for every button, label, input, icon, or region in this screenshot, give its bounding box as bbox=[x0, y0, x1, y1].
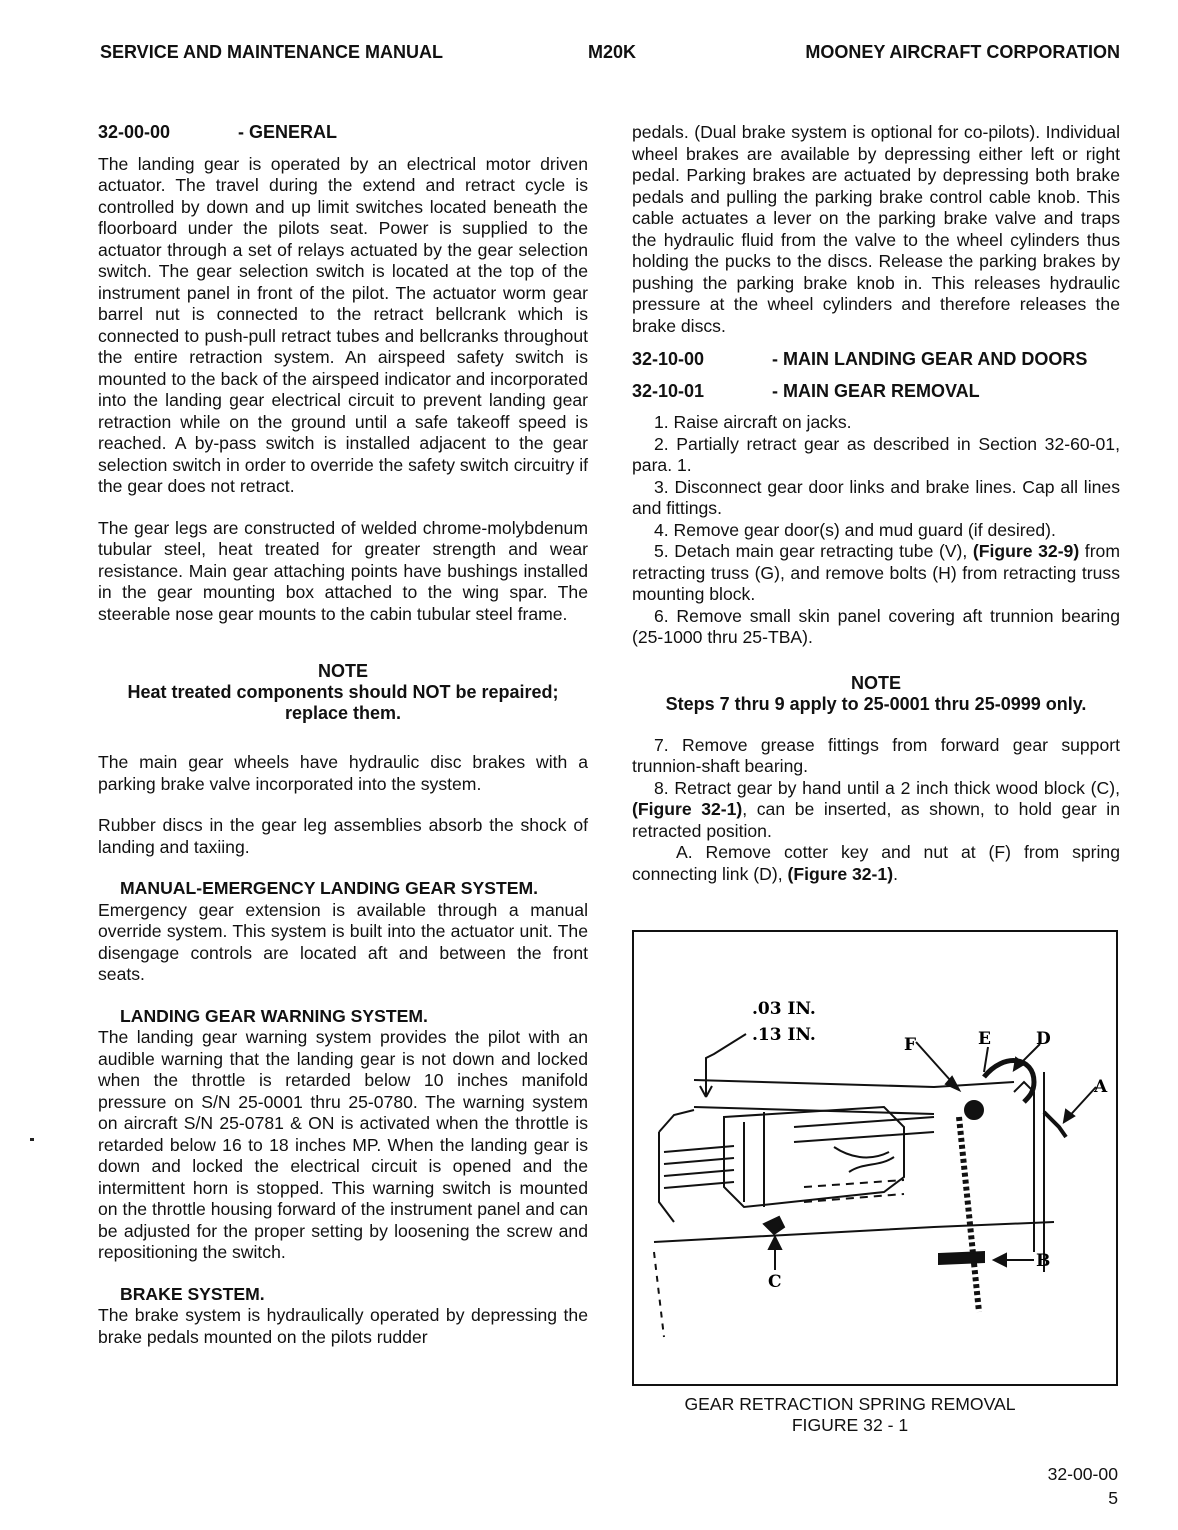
brake-system-paragraph: The brake system is hydraulically operated by depressing the brake pedals mounted on the pilots rudder bbox=[98, 1305, 588, 1347]
note-text: Heat treated components should NOT be repaired; replace them. bbox=[127, 682, 559, 723]
wood-block bbox=[764, 1217, 784, 1234]
linkage-curve bbox=[849, 1157, 894, 1172]
gear-spring-illustration bbox=[634, 932, 1116, 1384]
page-footer bbox=[1048, 1462, 1118, 1510]
step-8a-text-rest: . bbox=[893, 863, 898, 884]
figure-32-1 bbox=[632, 930, 1118, 1386]
dimension-label-03: .03 IN. bbox=[752, 999, 816, 1019]
step-8-text: 8. Retract gear by hand until a 2 inch thick wood block (C), bbox=[654, 777, 1120, 798]
note-title: NOTE bbox=[317, 661, 368, 681]
label-a: A bbox=[1094, 1077, 1108, 1097]
section-number: 32-00-00 bbox=[98, 122, 171, 142]
step-3: 3. Disconnect gear door links and brake lines. Cap all lines and fittings. bbox=[632, 476, 1120, 518]
figure-caption bbox=[632, 1394, 1068, 1436]
figure-caption-title: GEAR RETRACTION SPRING REMOVAL bbox=[684, 1394, 1016, 1414]
general-paragraph-2: The gear legs are constructed of welded chrome-molybdenum tubular steel, heat treated for greater strength and wear resistance. Main gear attaching points have bushings installed in the gear mounting box attached to the wing spar. The steerable nose gear mounts to the cabin tubular steel frame. bbox=[98, 517, 588, 624]
figure-reference: (Figure 32-1) bbox=[632, 799, 743, 819]
frame-line bbox=[694, 1080, 1014, 1087]
step-8a bbox=[632, 842, 1120, 885]
right-column bbox=[632, 122, 1120, 885]
spacer bbox=[632, 337, 1120, 349]
spacer bbox=[98, 724, 588, 752]
warning-system-paragraph: The landing gear warning system provides the pilot with an audible warning that the landing gear is not down and locked when the throttle is retarded below 10 inches manifold pressure on S/N 25-0001 thru 25-0780. The warning system on aircraft S/N 25-0781 & ON is activated when the throttle is retarded below 16 to 18 inches MP. When the landing gear is down and locked the electrical circuit is opened and the intermittent horn is stopped. This warning switch is mounted on the throttle housing forward of the instrument panel and can be adjusted for the proper setting by loosening the screw and repositioning the switch. bbox=[98, 1027, 588, 1262]
step-8a-text: A. Remove cotter key and nut at (F) from spring connecting link (D), bbox=[632, 842, 1120, 884]
heading-warning-system: LANDING GEAR WARNING SYSTEM. bbox=[120, 1005, 428, 1026]
step-5-text: 5. Detach main gear retracting tube (V), bbox=[654, 541, 973, 561]
spacer bbox=[98, 1264, 588, 1284]
spacer bbox=[98, 625, 588, 661]
frame-line bbox=[659, 1132, 674, 1222]
header-manual-title: SERVICE AND MAINTENANCE MANUAL bbox=[100, 42, 444, 62]
figure-reference: (Figure 32-9) bbox=[972, 541, 1080, 561]
label-d: D bbox=[1036, 1029, 1051, 1049]
heading-manual-emergency: MANUAL-EMERGENCY LANDING GEAR SYSTEM. bbox=[120, 878, 539, 898]
bottom-frame bbox=[654, 1222, 1054, 1242]
spring-link bbox=[984, 1061, 1034, 1102]
figure-reference: (Figure 32-1) bbox=[787, 863, 894, 884]
label-f: F bbox=[904, 1035, 917, 1055]
note-text: Steps 7 thru 9 apply to 25-0001 thru 25-0999 only. bbox=[665, 693, 1087, 714]
page-number: 5 bbox=[1108, 1488, 1118, 1508]
step-4: 4. Remove gear door(s) and mud guard (if desired). bbox=[654, 519, 1056, 540]
section-number: 32-10-00 bbox=[632, 349, 705, 369]
heading-brake-system: BRAKE SYSTEM. bbox=[120, 1283, 265, 1304]
section-heading-main-gear-doors bbox=[632, 349, 1120, 371]
section-heading-general bbox=[98, 122, 588, 144]
section-title: - MAIN GEAR REMOVAL bbox=[772, 380, 980, 401]
header-model: M20K bbox=[588, 42, 637, 62]
fitting bbox=[1044, 1112, 1066, 1137]
general-paragraph-3: The main gear wheels have hydraulic disc brakes with a parking brake valve incorporated into the system. bbox=[98, 752, 588, 794]
nut-f bbox=[965, 1101, 983, 1119]
step-8 bbox=[632, 778, 1120, 843]
section-title: - GENERAL bbox=[238, 122, 337, 142]
linkage-curve bbox=[834, 1147, 889, 1157]
label-e: E bbox=[978, 1029, 991, 1049]
manual-emergency-paragraph: Emergency gear extension is available through a manual override system. This system is built into the actuator unit. The disengage controls are located aft and between the front seats. bbox=[98, 899, 588, 984]
step-1: 1. Raise aircraft on jacks. bbox=[654, 412, 852, 432]
general-paragraph-4: Rubber discs in the gear leg assemblies absorb the shock of landing and taxiing. bbox=[98, 815, 588, 857]
step-6: 6. Remove small skin panel covering aft trunnion bearing (25-1000 thru 25-TBA). bbox=[632, 605, 1120, 647]
frame-line bbox=[659, 1110, 694, 1132]
dimension-label-13: .13 IN. bbox=[752, 1025, 816, 1045]
page-header bbox=[100, 42, 1120, 68]
label-b: B bbox=[1036, 1251, 1051, 1271]
spacer bbox=[98, 795, 588, 815]
note-heat-treated bbox=[98, 661, 588, 724]
note-steps-apply bbox=[632, 673, 1120, 715]
step-2: 2. Partially retract gear as described in Section 32-60-01, para. 1. bbox=[632, 433, 1120, 475]
spacer bbox=[98, 858, 588, 878]
step-8-text-rest: , can be inserted, as shown, to hold gear in retracted position. bbox=[632, 799, 1120, 841]
arrowhead bbox=[769, 1237, 781, 1249]
general-paragraph-1: The landing gear is operated by an electrical motor driven actuator. The travel during the extend and retract cycle is controlled by down and up limit switches located beneath the floorboard under the pilots seat. Power is supplied to the actuator through a set of relays actuated by the gear selection switch. The gear selection switch is located at the top of the instrument panel in front of the pilot. The actuator worm gear barrel nut is connected to the retract bellcrank which is connected to push-pull retract tubes and bellcranks throughout the entire retraction system. An airspeed safety switch is mounted to the back of the airspeed indicator and incorporated into the landing gear electrical circuit to prevent landing gear retraction while on the ground until a safe takeoff speed is reached. A by-pass switch is installed adjacent to the gear selection switch in order to override the safety switch circuitry if the gear does not retract. bbox=[98, 153, 588, 496]
section-title: - MAIN LANDING GEAR AND DOORS bbox=[772, 349, 1088, 369]
spacer bbox=[98, 986, 588, 1006]
leader-e bbox=[984, 1047, 988, 1072]
retract-tube bbox=[794, 1117, 934, 1142]
hidden-line bbox=[654, 1252, 664, 1337]
step-7: 7. Remove grease fittings from forward gear support trunnion-shaft bearing. bbox=[632, 734, 1120, 776]
spacer bbox=[98, 498, 588, 518]
footer-section-number: 32-00-00 bbox=[1047, 1464, 1118, 1484]
label-c: C bbox=[768, 1272, 782, 1292]
arrowhead bbox=[994, 1254, 1006, 1266]
header-company: MOONEY AIRCRAFT CORPORATION bbox=[805, 42, 1120, 62]
spacer bbox=[632, 649, 1120, 673]
strut bbox=[1014, 1082, 1034, 1252]
section-number: 32-10-01 bbox=[632, 380, 705, 401]
step-5-text-rest: from retracting truss (G), and remove bolts (H) from retracting truss mounting block. bbox=[632, 541, 1120, 604]
bracket bbox=[939, 1252, 984, 1264]
step-5 bbox=[632, 541, 1120, 606]
stray-mark bbox=[30, 1138, 34, 1141]
left-column bbox=[98, 122, 588, 1348]
retraction-spring bbox=[959, 1117, 979, 1312]
section-heading-main-gear-removal bbox=[632, 381, 1120, 403]
spacer bbox=[632, 715, 1120, 735]
figure-caption-number: FIGURE 32 - 1 bbox=[791, 1415, 909, 1435]
brake-continued-paragraph: pedals. (Dual brake system is optional for co-pilots). Individual wheel brakes are available by depressing either left or right pedal. Parking brakes are actuated by depressing both brake pedals and pulling the parking brake control cable knob. This cable actuates a lever on the parking brake valve and traps the hydraulic fluid from the valve to the wheel cylinders thus holding the pucks to the discs. Release the parking brakes by pushing the parking brake knob in. This releases hydraulic pressure at the wheel cylinders and therefore releases the brake discs. bbox=[632, 122, 1120, 336]
note-title: NOTE bbox=[850, 672, 901, 693]
